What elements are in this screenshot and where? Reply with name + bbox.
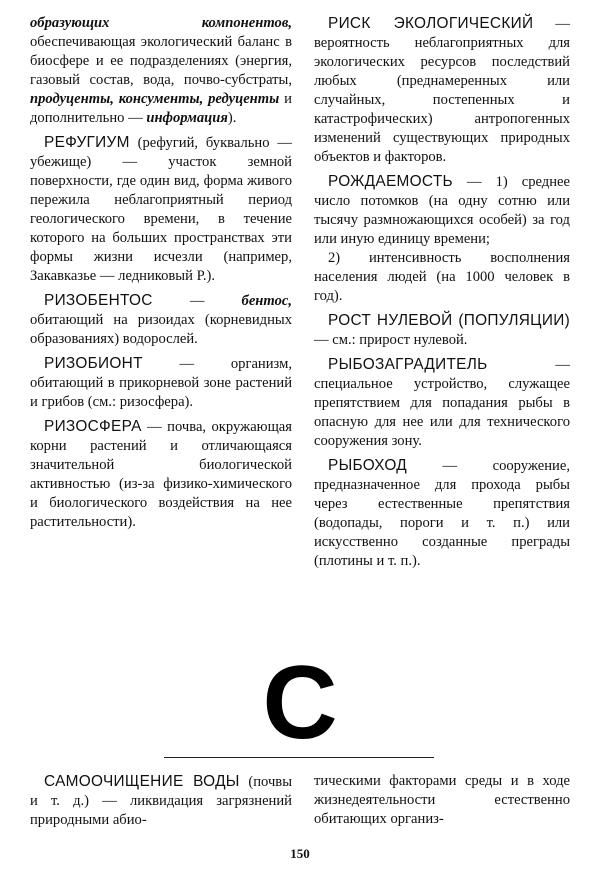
definition-birth-rate-1: — 1) среднее число потомков (на одну сотню или тысячу размножающихся особей) за год или иную единицу времени; bbox=[314, 174, 570, 247]
entry-fish-barrier bbox=[314, 355, 570, 451]
definition-rhizobiont: — организм, обитающий в прикорневой зоне растений и грибов (см.: ризосфера). bbox=[30, 356, 292, 410]
term-zero-growth: РОСТ НУЛЕВОЙ (ПОПУЛЯЦИИ) bbox=[328, 312, 570, 329]
term-rhizobenthos: РИЗОБЕНТОС bbox=[44, 292, 153, 309]
left-column bbox=[30, 14, 292, 537]
definition-birth-rate-2: 2) интенсивность восполнения населения людей (на 1000 человек в год). bbox=[314, 250, 570, 304]
term-fishway: РЫБОХОД bbox=[328, 457, 408, 474]
definition-refugium: (рефугий, буквально — убежище) — участок земной поверхности, где один вид, форма живого пережила неблагоприятный период геологического времени, в течение которого на больших пространствах эти формы жизни исчезли (например, Закавказье — ледниковый Р.). bbox=[30, 135, 292, 284]
definition-self-cleaning: (почвы и т. д.) — ликвидация загрязнений природными абио- bbox=[30, 774, 292, 828]
rhizobenthos-italic: бентос, bbox=[241, 293, 292, 309]
term-refugium: РЕФУГИУМ bbox=[44, 134, 130, 151]
continuation-italic-3: информация bbox=[146, 110, 228, 126]
definition-zero-growth: — см.: прирост нулевой. bbox=[314, 332, 468, 348]
continuation-text-2: и дополнительно — bbox=[30, 91, 292, 126]
continuation-italic-2: продуценты, консументы, редуценты bbox=[30, 91, 280, 107]
definition-fish-barrier: — специальное устройство, служащее препятствием для попадания рыбы в опасную для нее или для технического сооружения зону. bbox=[314, 357, 570, 449]
bottom-right-text: тическими факторами среды и в ходе жизнедеятельности естественно обитающих организ- bbox=[314, 773, 570, 827]
right-column bbox=[314, 14, 570, 576]
term-self-cleaning: САМООЧИЩЕНИЕ ВОДЫ bbox=[44, 773, 240, 790]
term-rhizobiont: РИЗОБИОНТ bbox=[44, 355, 143, 372]
continuation-italic-1: образующих компонентов, bbox=[30, 15, 292, 31]
section-divider bbox=[164, 757, 434, 758]
entry-rhizobenthos bbox=[30, 291, 292, 349]
entry-rhizosphere bbox=[30, 417, 292, 532]
rhizobenthos-dash: — bbox=[152, 293, 242, 309]
definition-rhizosphere: — почва, окружающая корни растений и отличающаяся значительной биологической активностью (из-за физико-химического и биологического воздействия на нее растительности). bbox=[30, 419, 292, 530]
entry-refugium bbox=[30, 133, 292, 286]
bottom-left-column bbox=[30, 772, 292, 830]
section-letter: С bbox=[262, 645, 338, 761]
entry-rhizobiont bbox=[30, 354, 292, 412]
term-birth-rate: РОЖДАЕМОСТЬ bbox=[328, 173, 453, 190]
term-risk: РИСК ЭКОЛОГИЧЕСКИЙ bbox=[328, 15, 534, 32]
continuation-text-3: ). bbox=[227, 110, 237, 126]
entry-risk bbox=[314, 14, 570, 167]
term-fish-barrier: РЫБОЗАГРАДИТЕЛЬ bbox=[328, 356, 488, 373]
definition-fishway: — сооружение, предназначенное для прохода рыбы через естественные препятствия (водопады, пороги и т. п.) или искусственно созданные преграды (плотины и т. п.). bbox=[314, 458, 570, 569]
entry-birth-rate bbox=[314, 172, 570, 306]
term-rhizosphere: РИЗОСФЕРА bbox=[44, 418, 142, 435]
page-number: 150 bbox=[290, 846, 310, 861]
entry-continuation bbox=[30, 14, 292, 128]
entry-fishway bbox=[314, 456, 570, 571]
definition-rhizobenthos: обитающий на ризоидах (корневидных образованиях) водорослей. bbox=[30, 312, 292, 347]
entry-zero-growth bbox=[314, 311, 570, 350]
definition-risk: — вероятность неблагоприятных для экологических ресурсов последствий любых (преднамеренных или случайных, постепенных и катастрофических) антропогенных изменений существующих природных объектов и факторов. bbox=[314, 16, 570, 165]
continuation-text-1: обеспечивающая экологический баланс в биосфере и ее подразделениях (энергия, газовый состав, вода, почво-субстраты, bbox=[30, 34, 292, 88]
bottom-right-column bbox=[314, 772, 570, 829]
